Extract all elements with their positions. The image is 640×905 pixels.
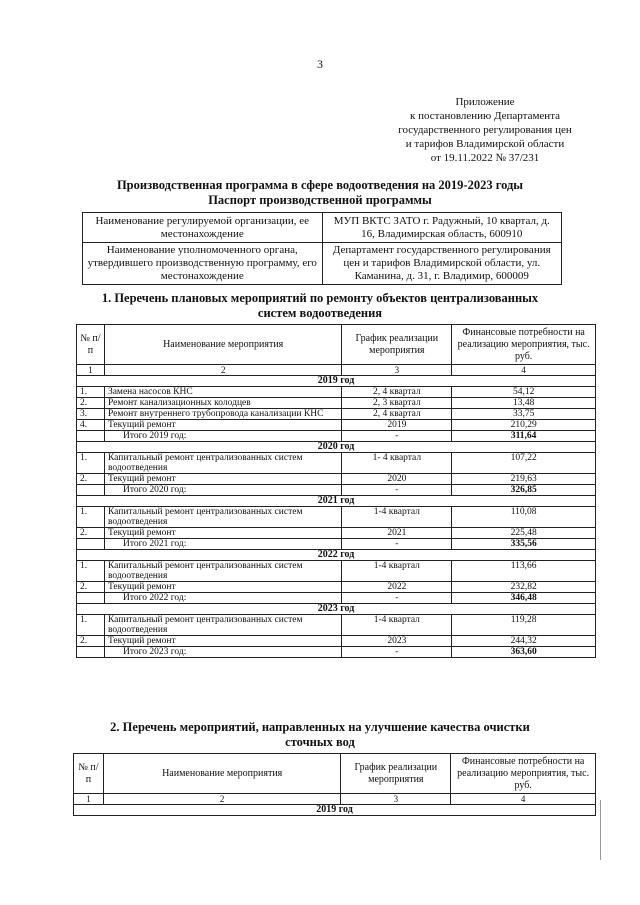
total-empty (77, 431, 105, 442)
passport-auth-label: Наименование уполномоченного органа, утвердившего производственную программу, его местонахождение (83, 243, 323, 285)
row-amount: 225,48 (452, 528, 596, 539)
row-number: 2. (77, 474, 105, 485)
row-schedule: 2, 4 квартал (342, 409, 452, 420)
passport-table (82, 212, 562, 285)
total-empty (77, 539, 105, 550)
table-row (77, 636, 596, 647)
row-schedule: 1-4 квартал (342, 507, 452, 528)
row-amount: 33,75 (452, 409, 596, 420)
row-schedule: 1-4 квартал (342, 561, 452, 582)
appendix-block (380, 95, 590, 165)
row-amount: 119,28 (452, 615, 596, 636)
total-label: Итого 2019 год: (104, 431, 341, 442)
table-row (77, 420, 596, 431)
appendix-line: к постановлению Департамента (409, 110, 561, 122)
table-row (77, 582, 596, 593)
total-amount: 363,60 (452, 647, 596, 658)
total-amount: 311,64 (452, 431, 596, 442)
title-line-2: Паспорт производственной программы (208, 193, 432, 207)
table-row (77, 409, 596, 420)
s1-year-row (77, 550, 596, 561)
row-schedule: 2022 (342, 582, 452, 593)
year-label: 2020 год (77, 442, 596, 453)
row-name: Капитальный ремонт централизованных систем водоотведения (104, 507, 341, 528)
s1-header-row (77, 325, 596, 365)
row-name: Замена насосов КНС (104, 387, 341, 398)
table-row (77, 507, 596, 528)
row-schedule: 1-4 квартал (342, 615, 452, 636)
row-amount: 210,29 (452, 420, 596, 431)
row-amount: 54,12 (452, 387, 596, 398)
row-schedule: 2021 (342, 528, 452, 539)
passport-auth-value: Департамент государственного регулирования цен и тарифов Владимирской области, ул. Каманина, д. 31, г. Владимир, 600009 (322, 243, 562, 285)
row-number: 4. (77, 420, 105, 431)
row-name: Ремонт внутреннего трубопровода канализации КНС (104, 409, 341, 420)
table-row (77, 387, 596, 398)
s2-colnum: 2 (103, 794, 340, 805)
section1-table (76, 324, 596, 658)
total-row (77, 431, 596, 442)
row-schedule: 2023 (342, 636, 452, 647)
s1-colnum: 1 (77, 365, 105, 376)
title-line-1: Производственная программа в сфере водоотведения на 2019-2023 годы (116, 178, 524, 192)
s2-colnum: 3 (341, 794, 451, 805)
row-amount: 107,22 (452, 453, 596, 474)
s1-colnum: 3 (342, 365, 452, 376)
row-number: 1. (77, 507, 105, 528)
row-schedule: 1- 4 квартал (342, 453, 452, 474)
s2-year-row: 2019 год (74, 805, 596, 816)
total-row (77, 485, 596, 496)
total-label: Итого 2020 год: (104, 485, 341, 496)
page-number: 3 (317, 57, 323, 71)
s2-header-num: № п/п (74, 754, 104, 794)
scan-edge-mark (600, 800, 601, 860)
row-number: 1. (77, 387, 105, 398)
s1-colnum: 2 (104, 365, 341, 376)
row-amount: 110,08 (452, 507, 596, 528)
row-amount: 219,63 (452, 474, 596, 485)
row-schedule: 2, 4 квартал (342, 387, 452, 398)
s1-colnum: 4 (452, 365, 596, 376)
row-number: 1. (77, 615, 105, 636)
s2-colnum: 4 (451, 794, 596, 805)
total-schedule: - (342, 485, 452, 496)
total-amount: 346,48 (452, 593, 596, 604)
s2-colnum: 1 (74, 794, 104, 805)
row-number: 1. (77, 453, 105, 474)
section1-heading: 1. Перечень плановых мероприятий по ремонту объектов централизованных систем водоотведения (101, 291, 539, 320)
row-name: Капитальный ремонт централизованных систем водоотведения (104, 615, 341, 636)
total-row (77, 647, 596, 658)
passport-org-value: МУП ВКТС ЗАТО г. Радужный, 10 квартал, д. 16, Владимирская область, 600910 (322, 213, 562, 243)
s1-colnum-row (77, 365, 596, 376)
row-name: Текущий ремонт (104, 636, 341, 647)
total-schedule: - (342, 593, 452, 604)
row-number: 2. (77, 582, 105, 593)
total-label: Итого 2021 год: (104, 539, 341, 550)
row-name: Текущий ремонт (104, 474, 341, 485)
s1-header-name: Наименование мероприятия (104, 325, 341, 365)
row-schedule: 2019 (342, 420, 452, 431)
passport-org-label: Наименование регулируемой организации, ее местонахождение (83, 213, 323, 243)
s1-year-row (77, 496, 596, 507)
year-label: 2023 год (77, 604, 596, 615)
row-name: Текущий ремонт (104, 582, 341, 593)
row-name: Текущий ремонт (104, 420, 341, 431)
row-amount: 232,82 (452, 582, 596, 593)
row-schedule: 2, 3 квартал (342, 398, 452, 409)
row-amount: 244,32 (452, 636, 596, 647)
row-schedule: 2020 (342, 474, 452, 485)
total-empty (77, 485, 105, 496)
total-row (77, 539, 596, 550)
row-number: 2. (77, 528, 105, 539)
table-row (77, 615, 596, 636)
total-schedule: - (342, 539, 452, 550)
appendix-line: от 19.11.2022 № 37/231 (430, 152, 540, 164)
row-name: Текущий ремонт (104, 528, 341, 539)
section2-table (73, 753, 596, 816)
s1-header-finance: Финансовые потребности на реализацию мероприятия, тыс. руб. (452, 325, 596, 365)
year-label: 2021 год (77, 496, 596, 507)
table-row (77, 398, 596, 409)
row-number: 3. (77, 409, 105, 420)
s1-year-row (77, 604, 596, 615)
table-row (77, 528, 596, 539)
s1-header-num: № п/п (77, 325, 105, 365)
s2-header-schedule: График реализации мероприятия (341, 754, 451, 794)
table-row (77, 453, 596, 474)
total-empty (77, 647, 105, 658)
row-name: Капитальный ремонт централизованных систем водоотведения (104, 561, 341, 582)
s1-year-row (77, 376, 596, 387)
appendix-line: и тарифов Владимирской области (405, 138, 565, 150)
table-row (77, 474, 596, 485)
row-number: 2. (77, 636, 105, 647)
appendix-line: государственного регулирования цен (398, 124, 572, 136)
s1-year-row (77, 442, 596, 453)
total-label: Итого 2023 год: (104, 647, 341, 658)
total-row (77, 593, 596, 604)
total-amount: 335,56 (452, 539, 596, 550)
s2-header-finance: Финансовые потребности на реализацию мероприятия, тыс. руб. (451, 754, 596, 794)
row-amount: 13,48 (452, 398, 596, 409)
row-name: Ремонт канализационных колодцев (104, 398, 341, 409)
s2-header-name: Наименование мероприятия (103, 754, 340, 794)
appendix-line: Приложение (455, 96, 515, 108)
section2-heading: 2. Перечень мероприятий, направленных на улучшение качества очистки сточных вод (110, 720, 530, 749)
row-name: Капитальный ремонт централизованных систем водоотведения (104, 453, 341, 474)
s1-header-schedule: График реализации мероприятия (342, 325, 452, 365)
total-empty (77, 593, 105, 604)
year-label: 2019 год (77, 376, 596, 387)
row-number: 2. (77, 398, 105, 409)
year-label: 2022 год (77, 550, 596, 561)
document-title (60, 178, 580, 208)
row-amount: 113,66 (452, 561, 596, 582)
table-row (77, 561, 596, 582)
total-amount: 326,85 (452, 485, 596, 496)
total-label: Итого 2022 год: (104, 593, 341, 604)
row-number: 1. (77, 561, 105, 582)
total-schedule: - (342, 647, 452, 658)
total-schedule: - (342, 431, 452, 442)
